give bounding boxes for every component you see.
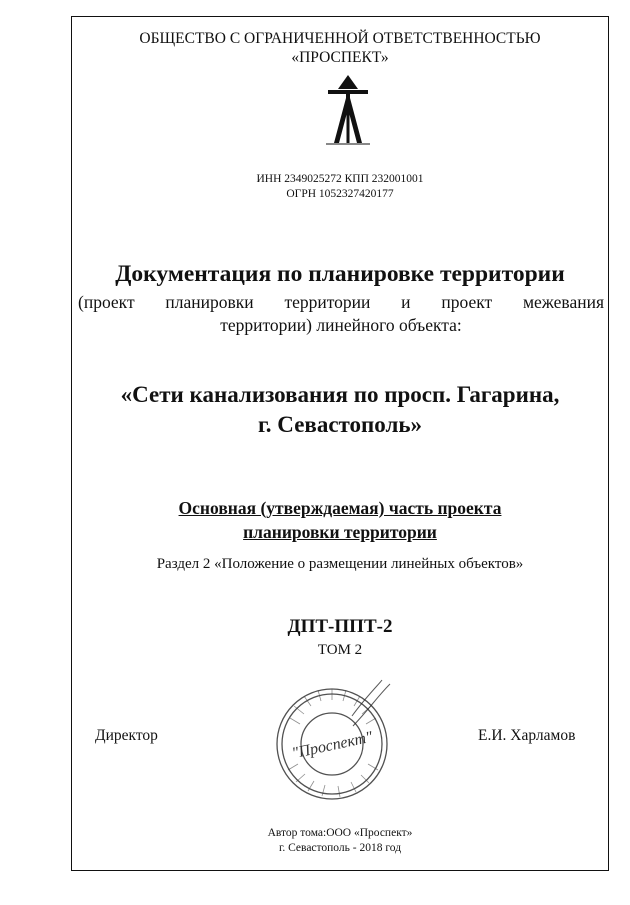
surveyor-tripod-icon (322, 75, 374, 145)
director-label: Директор (95, 727, 158, 744)
company-seal-stamp (270, 678, 400, 808)
subtitle-line-2: территории) линейного объекта: (220, 315, 462, 335)
organization-header (72, 29, 608, 67)
director-name: Е.И. Харламов (478, 727, 576, 744)
main-part-line-2: планировки территории (243, 522, 437, 542)
city-year-text: г. Севастополь - 2018 год (278, 842, 402, 854)
main-part-line-1: Основная (утверждаемая) часть проекта (178, 498, 502, 518)
subtitle-line-1: (проект планировки территории и проект межевания (78, 292, 604, 312)
seal-center-text: "Проспект" (290, 728, 375, 763)
document-title: Документация по планировке территории (115, 261, 565, 287)
object-name-line-1: «Сети канализования по просп. Гагарина, (120, 382, 560, 407)
object-name (72, 380, 608, 440)
section-title: Раздел 2 «Положение о размещении линейных объектов» (156, 556, 524, 572)
author-text: Автор тома:ООО «Проспект» (267, 827, 413, 839)
document-code: ДПТ-ППТ-2 (287, 616, 393, 637)
inn-kpp-text: ИНН 2349025272 КПП 232001001 (256, 173, 424, 185)
registration-info (72, 172, 608, 201)
document-subtitle (78, 291, 604, 337)
main-part-title (72, 496, 608, 544)
volume-number: ТОМ 2 (317, 642, 363, 658)
organization-name: ОБЩЕСТВО С ОГРАНИЧЕННОЙ ОТВЕТСТВЕННОСТЬЮ (139, 30, 541, 47)
volume-author (72, 826, 608, 856)
object-name-line-2: г. Севастополь» (257, 412, 423, 437)
ogrn-text: ОГРН 1052327420177 (286, 187, 394, 200)
organization-brand: «ПРОСПЕКТ» (291, 49, 389, 66)
